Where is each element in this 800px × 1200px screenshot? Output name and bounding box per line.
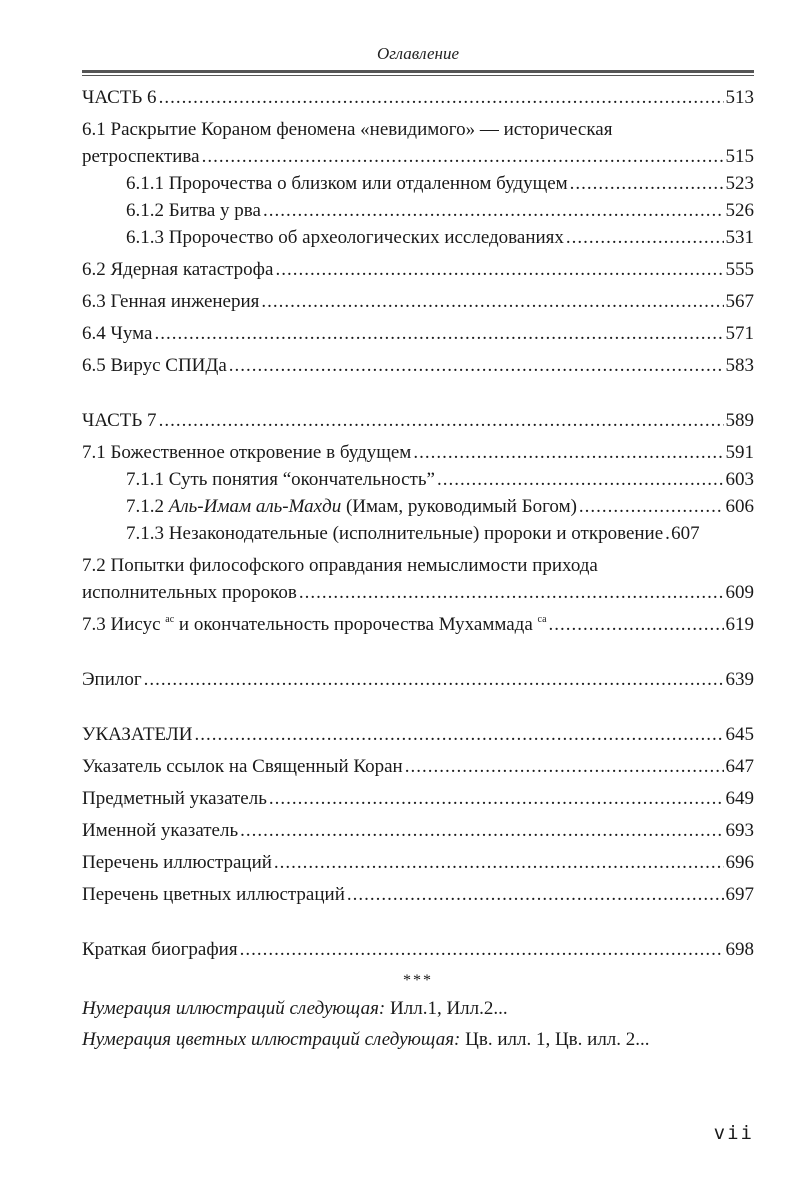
dot-leader xyxy=(566,224,724,251)
toc-entry-part7[interactable]: ЧАСТЬ 7 ..... 589 xyxy=(82,407,754,434)
dot-leader xyxy=(154,320,723,347)
page-ref: 567 xyxy=(725,291,754,312)
dot-leader xyxy=(202,143,724,170)
dot-leader xyxy=(413,439,723,466)
dot-leader xyxy=(274,849,724,876)
dot-leader xyxy=(275,256,723,283)
dot-leader xyxy=(263,197,724,224)
page-ref: 639 xyxy=(725,669,754,690)
toc-entry-index-subject[interactable]: Предметный указатель ..... 649 xyxy=(82,785,754,812)
page-ref: 647 xyxy=(725,756,754,777)
toc-entry-7-3[interactable]: 7.3 Иисус $^{ас}$ и окончательность пророчества Мухаммада $^{са}$ ..... 619 xyxy=(82,611,754,638)
toc-entry-6-1-2[interactable]: 6.1.2 Битва у рва ..... 526 xyxy=(82,197,754,224)
dot-leader xyxy=(159,407,724,434)
page-ref: 606 xyxy=(725,496,754,517)
dot-leader xyxy=(229,352,724,379)
header-rule-thin xyxy=(82,75,754,76)
page-ref: 571 xyxy=(725,323,754,344)
dot-leader xyxy=(144,666,724,693)
toc-entry-epilog[interactable]: Эпилог ..... 639 xyxy=(82,666,754,693)
dot-leader xyxy=(240,936,724,963)
dot-leader xyxy=(299,579,724,606)
page-ref: 698 xyxy=(725,939,754,960)
toc-entry-6-4[interactable]: 6.4 Чума ..... 571 xyxy=(82,320,754,347)
toc-entry-biography[interactable]: Краткая биография ..... 698 xyxy=(82,936,754,963)
dot-leader xyxy=(261,288,723,315)
page-ref: 697 xyxy=(725,884,754,905)
toc-entry-7-1[interactable]: 7.1 Божественное откровение в будущем ..... 591 xyxy=(82,439,754,466)
color-illustration-numbering-note: Нумерация цветных иллюстраций следующая: Цв. илл. 1, Цв. илл. 2... xyxy=(82,1029,650,1050)
honorific-superscript: ас xyxy=(165,614,175,625)
page-number: vii xyxy=(713,1122,754,1144)
dot-leader xyxy=(159,84,724,111)
toc-entry-6-1-1[interactable]: 6.1.1 Пророчества о близком или отдаленном будущем ..... 523 xyxy=(82,170,754,197)
dot-leader xyxy=(549,611,724,638)
toc-entry-7-2[interactable]: 7.2 Попытки философского оправдания немыслимости прихода исполнительных пророков ..... 609 xyxy=(82,552,754,606)
dot-leader xyxy=(195,721,724,748)
running-header: Оглавление xyxy=(376,44,460,63)
page-ref: 583 xyxy=(725,355,754,376)
illustration-numbering-note: Нумерация иллюстраций следующая: Илл.1, Илл.2... xyxy=(82,998,508,1019)
page-ref: 603 xyxy=(725,469,754,490)
page-ref: 526 xyxy=(725,200,754,221)
dot-leader xyxy=(240,817,723,844)
dot-leader xyxy=(579,493,724,520)
toc-entry-list-color-illustrations[interactable]: Перечень цветных иллюстраций ..... 697 xyxy=(82,881,754,908)
toc-entry-7-1-2[interactable]: 7.1.2 Аль-Имам аль-Махди (Имам, руководимый Богом) ..... 606 xyxy=(82,493,754,520)
dot-leader xyxy=(570,170,724,197)
page-ref: 523 xyxy=(725,173,754,194)
page-ref: 513 xyxy=(725,87,754,108)
table-of-contents xyxy=(82,84,754,1055)
toc-entry-6-2[interactable]: 6.2 Ядерная катастрофа ..... 555 xyxy=(82,256,754,283)
toc-entry-6-3[interactable]: 6.3 Генная инженерия ..... 567 xyxy=(82,288,754,315)
dot-leader xyxy=(347,881,724,908)
dot-leader xyxy=(437,466,724,493)
dot-leader xyxy=(405,753,724,780)
page-ref: 693 xyxy=(725,820,754,841)
dot-leader xyxy=(269,785,724,812)
page-ref: 619 xyxy=(725,614,754,635)
page-ref: 645 xyxy=(725,724,754,745)
page-ref: 531 xyxy=(725,227,754,248)
toc-entry-index-quran[interactable]: Указатель ссылок на Священный Коран ..... 647 xyxy=(82,753,754,780)
page-ref: 515 xyxy=(725,146,754,167)
section-separator: *** xyxy=(403,972,433,989)
toc-entry-indexes[interactable]: УКАЗАТЕЛИ ..... 645 xyxy=(82,721,754,748)
toc-entry-6-1[interactable]: 6.1 Раскрытие Кораном феномена «невидимого» — историческая ретроспектива ..... 515 xyxy=(82,116,754,170)
header-rule-thick xyxy=(82,70,754,73)
page-ref: 649 xyxy=(725,788,754,809)
toc-entry-index-names[interactable]: Именной указатель ..... 693 xyxy=(82,817,754,844)
page-ref: 607 xyxy=(671,523,700,544)
page-ref: 696 xyxy=(725,852,754,873)
toc-entry-7-1-3[interactable]: 7.1.3 Незаконодательные (исполнительные) пророки и откровение ..... 607 xyxy=(82,520,754,547)
page-ref: 555 xyxy=(725,259,754,280)
page-ref: 609 xyxy=(725,582,754,603)
toc-entry-7-1-1[interactable]: 7.1.1 Суть понятия “окончательность” ..... 603 xyxy=(82,466,754,493)
dot-leader xyxy=(665,520,669,547)
toc-entry-6-5[interactable]: 6.5 Вирус СПИДа ..... 583 xyxy=(82,352,754,379)
toc-entry-6-1-3[interactable]: 6.1.3 Пророчество об археологических исследованиях ..... 531 xyxy=(82,224,754,251)
page-ref: 589 xyxy=(725,410,754,431)
honorific-superscript: са xyxy=(537,614,547,625)
page-ref: 591 xyxy=(725,442,754,463)
toc-entry-part6[interactable]: ЧАСТЬ 6 ..... 513 xyxy=(82,84,754,111)
toc-entry-list-illustrations[interactable]: Перечень иллюстраций ..... 696 xyxy=(82,849,754,876)
